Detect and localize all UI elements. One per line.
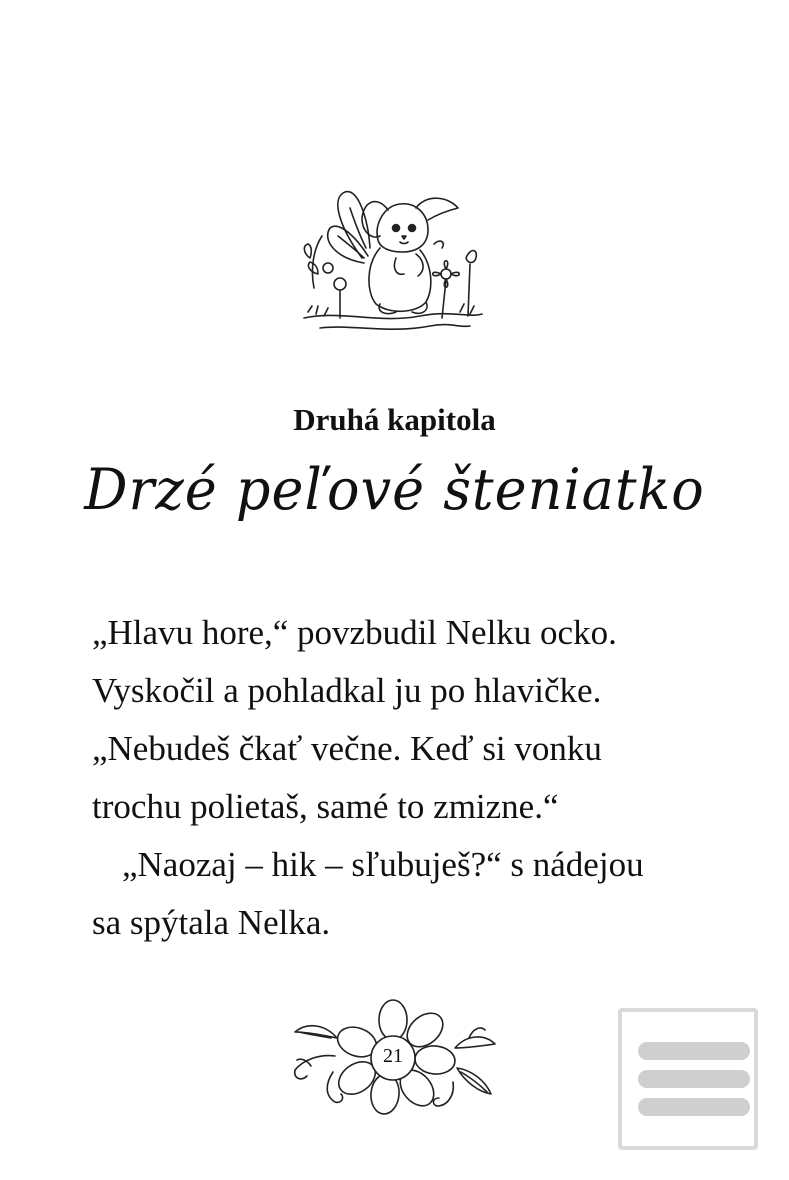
- book-bar: [638, 1098, 750, 1116]
- body-line: Vyskočil a pohladkal ju po hlavičke.: [92, 671, 602, 710]
- body-line: sa spýtala Nelka.: [92, 903, 331, 942]
- book-stack-logo-icon: [618, 1008, 758, 1150]
- book-bar: [638, 1070, 750, 1088]
- page-number: 21: [383, 1045, 403, 1067]
- bunny-fairy-illustration: [300, 188, 485, 340]
- body-line: „Naozaj – hik – sľubuješ?“ s nádejou: [122, 845, 644, 884]
- body-line: „Hlavu hore,“ povzbudil Nelku ocko.: [92, 613, 617, 652]
- body-line: „Nebudeš čkať večne. Keď si vonku: [92, 729, 602, 768]
- chapter-title: Drzé peľové šteniatko: [84, 456, 705, 523]
- chapter-label: Druhá kapitola: [293, 402, 496, 437]
- book-bar: [638, 1042, 750, 1060]
- body-line: trochu polietaš, samé to zmizne.“: [92, 787, 559, 826]
- body-text: [92, 604, 732, 952]
